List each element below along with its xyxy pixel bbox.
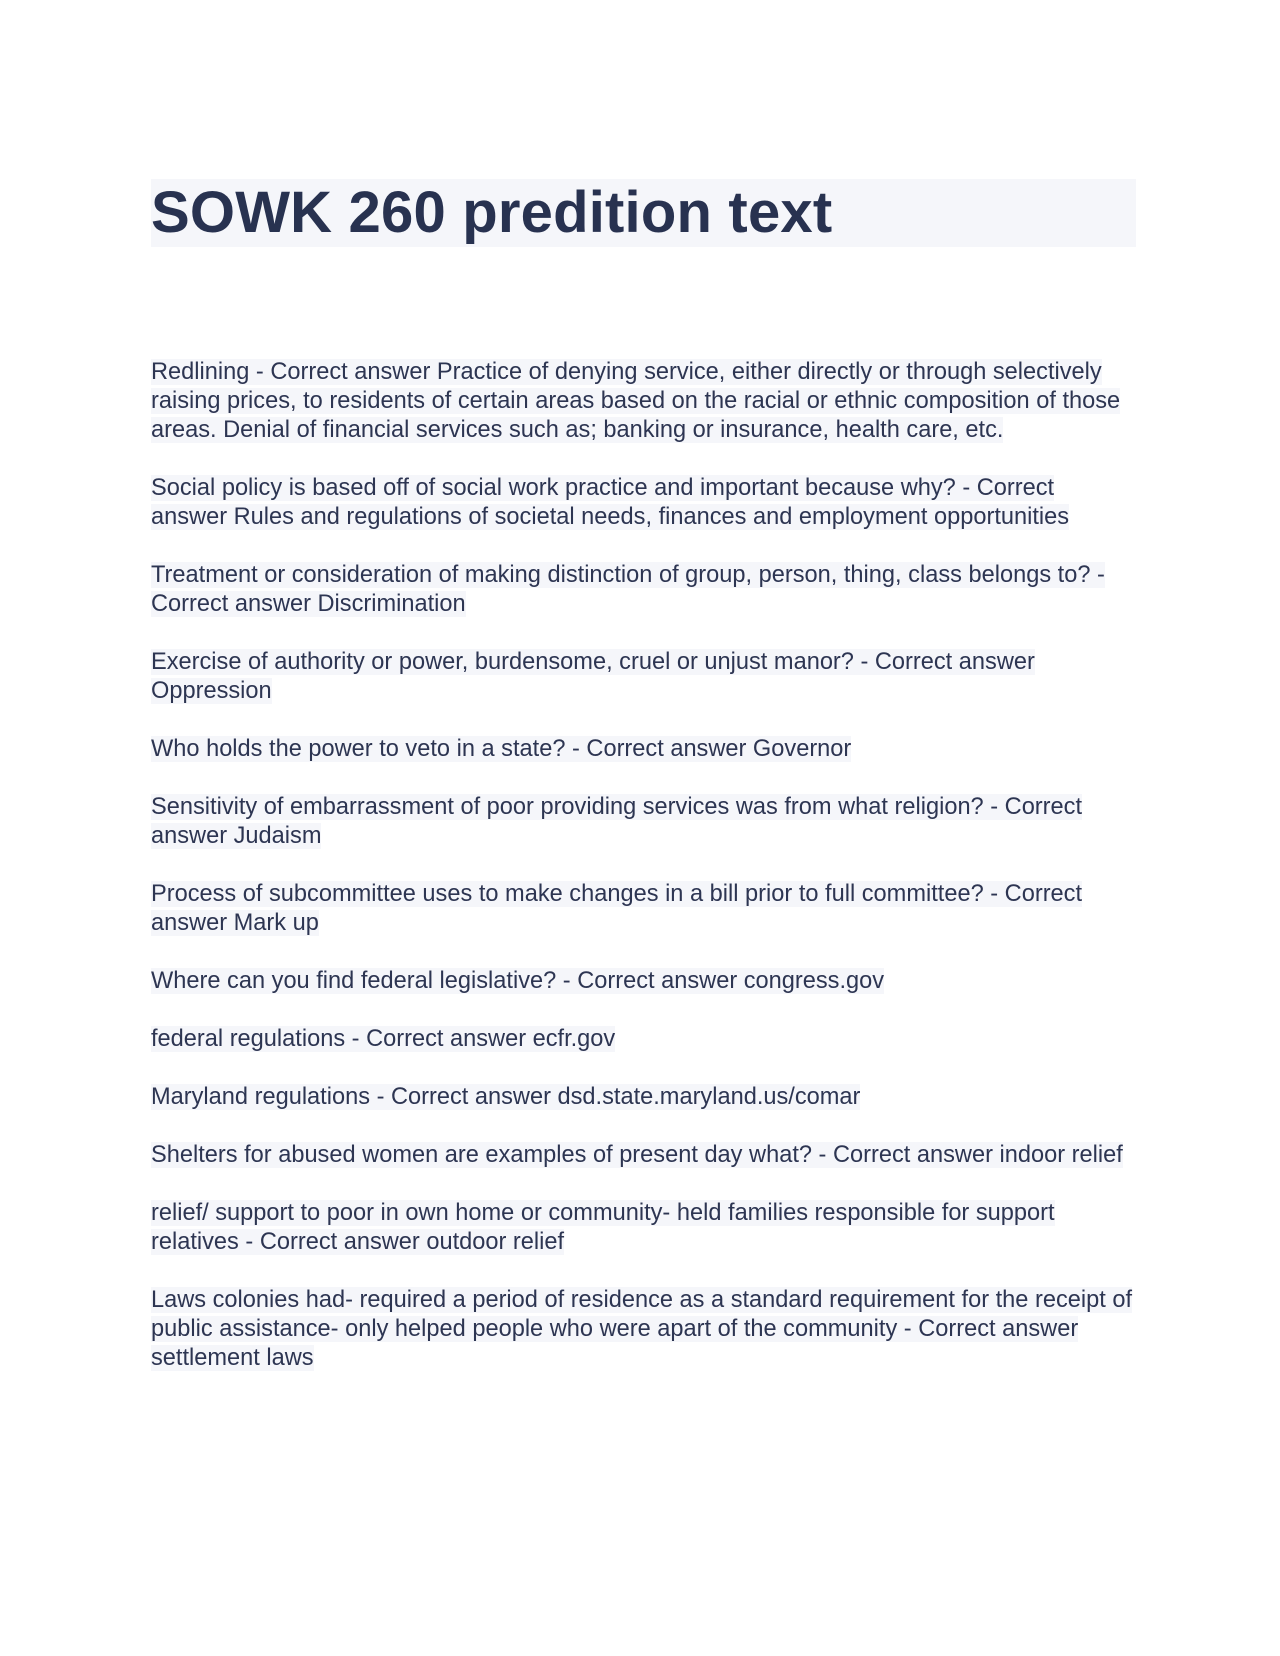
qa-item-discrimination: Treatment or consideration of making distinction of group, person, thing, class belongs to? - Correct answer Discrimination: [151, 562, 1105, 617]
qa-item-redlining: Redlining - Correct answer Practice of denying service, either directly or through selectively raising prices, to residents of certain areas based on the racial or ethnic composition of those areas. Denial of financial services such as; banking or insurance, health care, etc.: [151, 359, 1121, 443]
qa-item-judaism: Sensitivity of embarrassment of poor providing services was from what religion? - Correct answer Judaism: [151, 794, 1082, 849]
qa-item-settlement-laws: Laws colonies had- required a period of residence as a standard requirement for the receipt of public assistance- only helped people who were apart of the community - Correct answer settlement laws: [151, 1287, 1133, 1371]
qa-item-outdoor-relief: relief/ support to poor in own home or community- held families responsible for support relatives - Correct answer outdoor relief: [151, 1200, 1055, 1255]
qa-list: [151, 358, 1136, 1373]
document-title: SOWK 260 predition text: [151, 179, 1136, 247]
qa-item-congress-gov: Where can you find federal legislative? - Correct answer congress.gov: [151, 968, 885, 994]
qa-item-mark-up: Process of subcommittee uses to make changes in a bill prior to full committee? - Correct answer Mark up: [151, 881, 1083, 936]
qa-item-social-policy: Social policy is based off of social work practice and important because why? - Correct answer Rules and regulations of societal needs, finances and employment opportunities: [151, 475, 1070, 530]
qa-item-governor: Who holds the power to veto in a state? - Correct answer Governor: [151, 736, 852, 762]
qa-item-oppression: Exercise of authority or power, burdensome, cruel or unjust manor? - Correct answer Oppression: [151, 649, 1035, 704]
document-page: [151, 179, 1136, 1402]
qa-item-maryland-regulations: Maryland regulations - Correct answer dsd.state.maryland.us/comar: [151, 1084, 861, 1110]
qa-item-ecfr-gov: federal regulations - Correct answer ecfr.gov: [151, 1026, 616, 1052]
qa-item-indoor-relief: Shelters for abused women are examples of present day what? - Correct answer indoor relief: [151, 1142, 1123, 1168]
